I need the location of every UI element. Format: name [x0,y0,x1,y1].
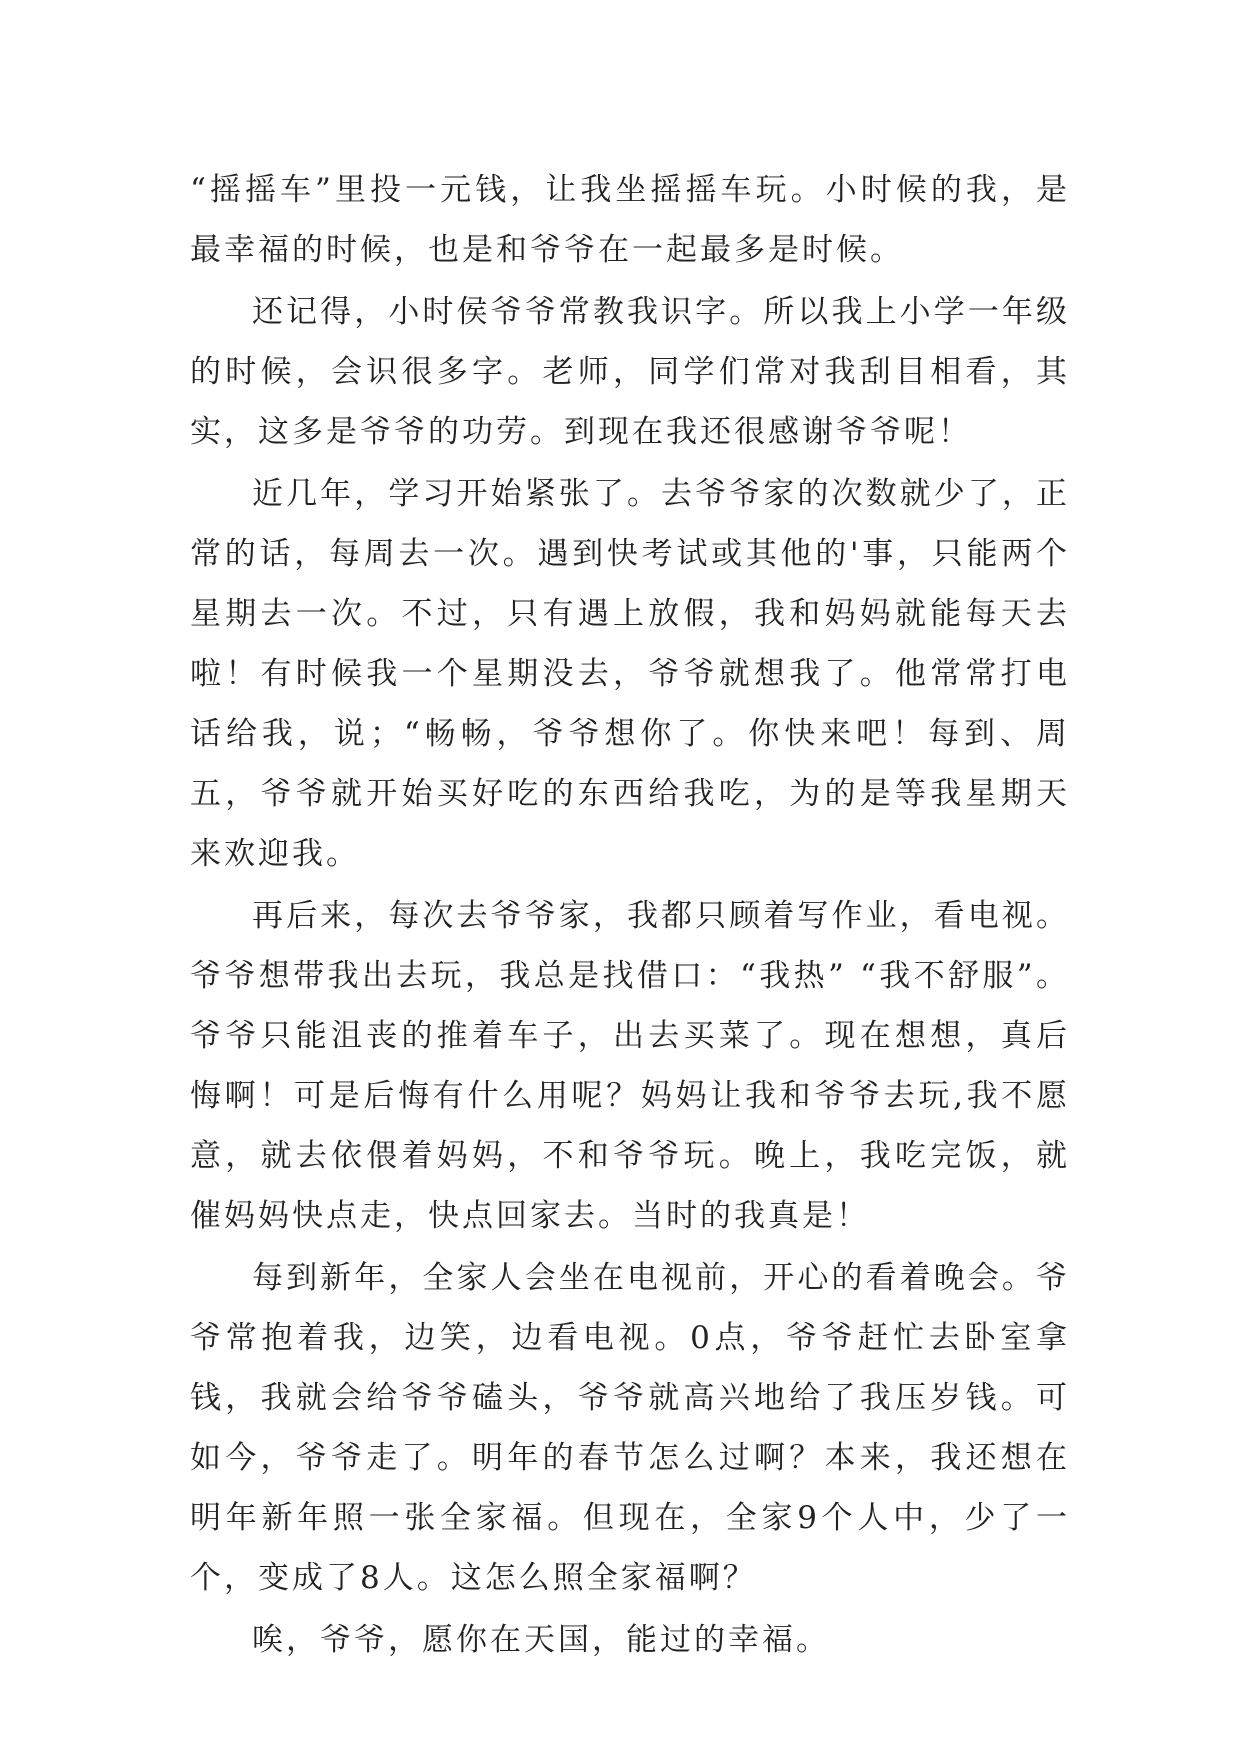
paragraph-3: 近几年，学习开始紧张了。去爷爷家的次数就少了，正常的话，每周去一次。遇到快考试或其他的'事，只能两个星期去一次。不过，只有遇上放假，我和妈妈就能每天去啦！有时候我一个星期没去，爷爷就想我了。他常常打电话给我，说；“畅畅，爷爷想你了。你快来吧！每到、周五，爷爷就开始买好吃的东西给我吃，为的是等我星期天来欢迎我。 [190,476,1070,872]
paragraph-4: 再后来，每次去爷爷家，我都只顾着写作业，看电视。爷爷想带我出去玩，我总是找借口：“我热” “我不舒服”。爷爷只能沮丧的推着车子，出去买菜了。现在想想，真后悔啊！可是后悔有什么用呢？妈妈让我和爷爷去玩,我不愿意，就去依偎着妈妈，不和爷爷玩。晚上，我吃完饭，就催妈妈快点走，快点回家去。当时的我真是！ [190,898,1070,1234]
paragraph-5: 每到新年，全家人会坐在电视前，开心的看着晚会。爷爷常抱着我，边笑，边看电视。0点，爷爷赶忙去卧室拿钱，我就会给爷爷磕头，爷爷就高兴地给了我压岁钱。可如今，爷爷走了。明年的春节怎么过啊？本来，我还想在明年新年照一张全家福。但现在，全家9个人中，少了一个，变成了8人。这怎么照全家福啊？ [190,1260,1070,1596]
paragraph-1: “摇摇车”里投一元钱，让我坐摇摇车玩。小时候的我，是最幸福的时候，也是和爷爷在一起最多是时候。 [190,172,1070,268]
paragraph-2: 还记得，小时侯爷爷常教我识字。所以我上小学一年级的时候，会识很多字。老师，同学们常对我刮目相看，其实，这多是爷爷的功劳。到现在我还很感谢爷爷呢！ [190,294,1070,450]
paragraph-6: 唉，爷爷，愿你在天国，能过的幸福。 [252,1622,830,1658]
essay-body [190,160,1070,1672]
